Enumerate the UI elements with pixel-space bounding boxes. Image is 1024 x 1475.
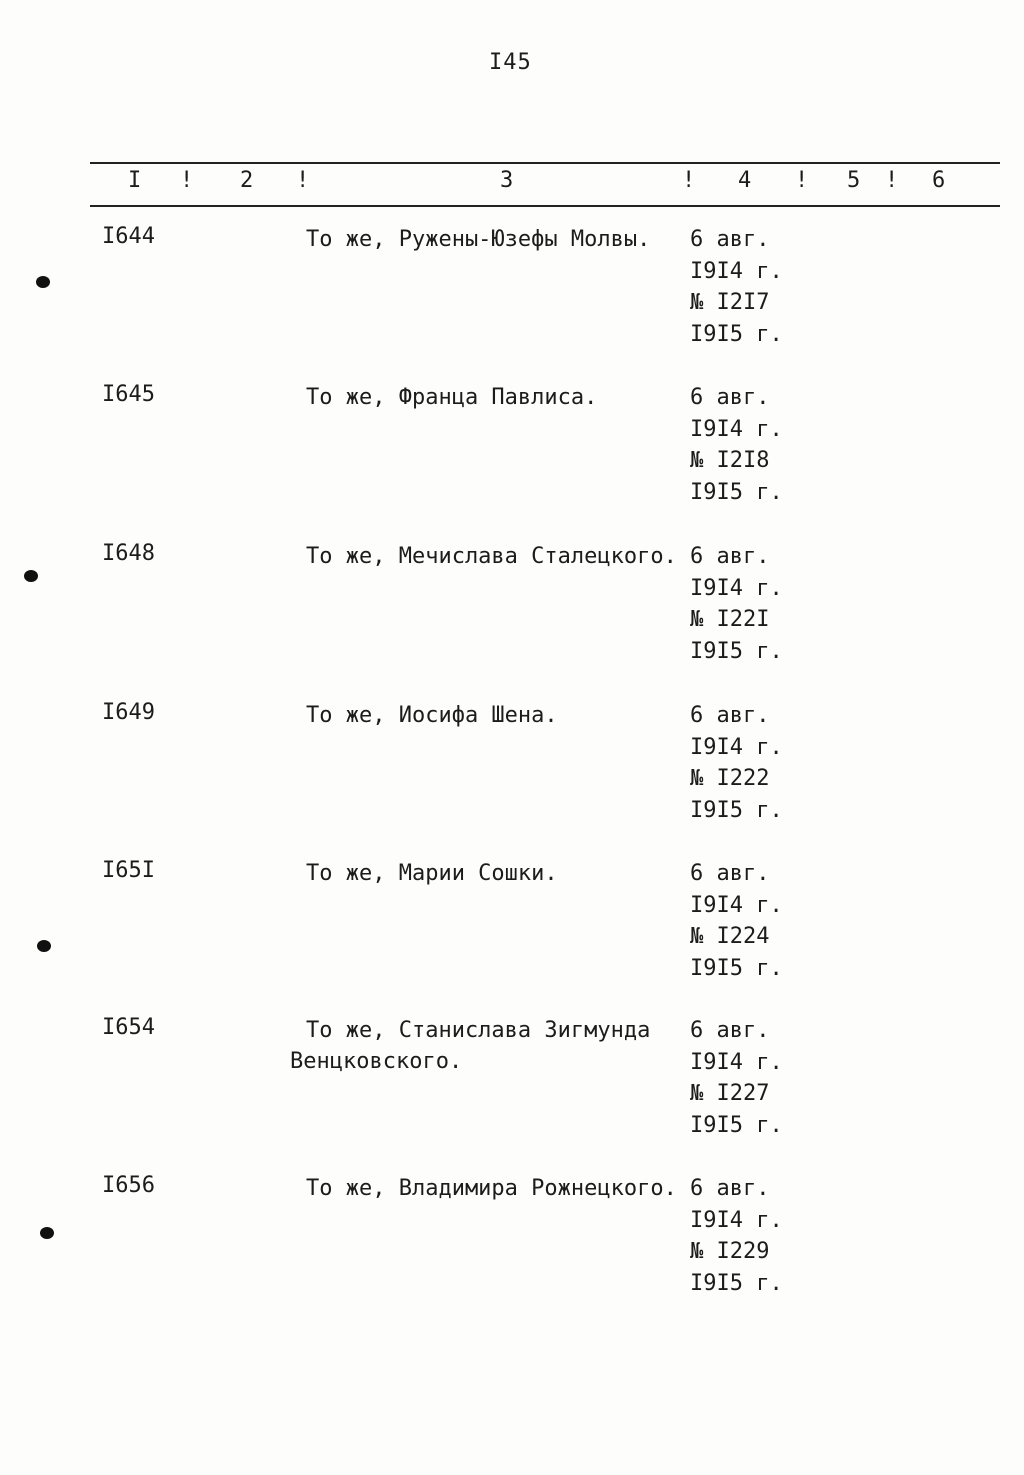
entry-year-end: I9I5 г. [690, 1270, 783, 1296]
entry-doc-number: № I224 [690, 924, 770, 949]
entry-year-end: I9I5 г. [690, 797, 783, 823]
punch-hole [24, 570, 38, 582]
column-separator: ! [682, 168, 696, 193]
entry-date-block [690, 224, 783, 350]
description-line: То же, Марии Сошки. [306, 861, 558, 886]
entry-year: I9I4 г. [690, 1049, 783, 1075]
entry-description [290, 541, 677, 572]
table-row [0, 224, 1024, 374]
entry-description [290, 382, 670, 413]
entry-description [290, 224, 670, 255]
entry-date-block [690, 858, 783, 984]
entry-date-block [690, 1173, 783, 1299]
description-line: То же, Иосифа Шена. [306, 703, 558, 728]
table-row [0, 382, 1024, 532]
entry-number: I644 [102, 224, 155, 249]
description-line: То же, Мечислава Сталецкого. [306, 544, 677, 569]
column-separator: ! [296, 168, 310, 193]
page-number: I45 [489, 50, 532, 75]
entry-number: I648 [102, 541, 155, 566]
entry-year: I9I4 г. [690, 416, 783, 442]
entry-doc-number: № I227 [690, 1081, 770, 1106]
entry-date: 6 авг. [690, 861, 770, 886]
table-row [0, 1015, 1024, 1165]
header-top-rule [90, 162, 1000, 164]
entry-description [290, 1015, 670, 1077]
column-header-4: 4 [738, 168, 752, 193]
column-separator: ! [180, 168, 194, 193]
column-header-6: 6 [932, 168, 946, 193]
entry-date: 6 авг. [690, 703, 770, 728]
entry-number: I65I [102, 858, 155, 883]
entry-number: I649 [102, 700, 155, 725]
entry-date: 6 авг. [690, 1176, 770, 1201]
entry-date: 6 авг. [690, 227, 770, 252]
description-line: То же, Владимира Рожнецкого. [306, 1176, 677, 1201]
column-separator: ! [885, 168, 899, 193]
entry-date-block [690, 700, 783, 826]
entry-date-block [690, 1015, 783, 1141]
entry-doc-number: № I22I [690, 607, 770, 632]
description-line: То же, Франца Павлиса. [306, 385, 598, 410]
punch-hole [37, 940, 51, 952]
punch-hole [40, 1227, 54, 1239]
entry-number: I654 [102, 1015, 155, 1040]
table-row [0, 1173, 1024, 1323]
table-row [0, 858, 1024, 1008]
entry-year: I9I4 г. [690, 1207, 783, 1233]
entry-number: I645 [102, 382, 155, 407]
header-bottom-rule [90, 205, 1000, 207]
punch-hole [36, 276, 50, 288]
entry-year-end: I9I5 г. [690, 479, 783, 505]
column-separator: ! [795, 168, 809, 193]
entry-date: 6 авг. [690, 385, 770, 410]
table-row [0, 541, 1024, 691]
entry-description [290, 858, 670, 889]
entry-date: 6 авг. [690, 1018, 770, 1043]
column-header-3: 3 [500, 168, 514, 193]
entry-year: I9I4 г. [690, 575, 783, 601]
column-header-5: 5 [847, 168, 861, 193]
entry-doc-number: № I229 [690, 1239, 770, 1264]
entry-description [290, 700, 670, 731]
entry-doc-number: № I2I8 [690, 448, 770, 473]
entry-year: I9I4 г. [690, 892, 783, 918]
entry-doc-number: № I222 [690, 766, 770, 791]
description-line: Венцковского. [290, 1049, 463, 1074]
entry-year-end: I9I5 г. [690, 955, 783, 981]
entry-description [290, 1173, 677, 1204]
entry-date: 6 авг. [690, 544, 770, 569]
entry-year: I9I4 г. [690, 734, 783, 760]
column-header-1: I [128, 168, 142, 193]
entry-number: I656 [102, 1173, 155, 1198]
entry-year-end: I9I5 г. [690, 321, 783, 347]
table-row [0, 700, 1024, 850]
column-header-2: 2 [240, 168, 254, 193]
description-line: То же, Станислава Зигмунда [306, 1018, 651, 1043]
entry-date-block [690, 382, 783, 508]
entry-year: I9I4 г. [690, 258, 783, 284]
entry-year-end: I9I5 г. [690, 1112, 783, 1138]
entry-doc-number: № I2I7 [690, 290, 770, 315]
description-line: То же, Ружены-Юзефы Молвы. [306, 227, 651, 252]
entry-year-end: I9I5 г. [690, 638, 783, 664]
entry-date-block [690, 541, 783, 667]
